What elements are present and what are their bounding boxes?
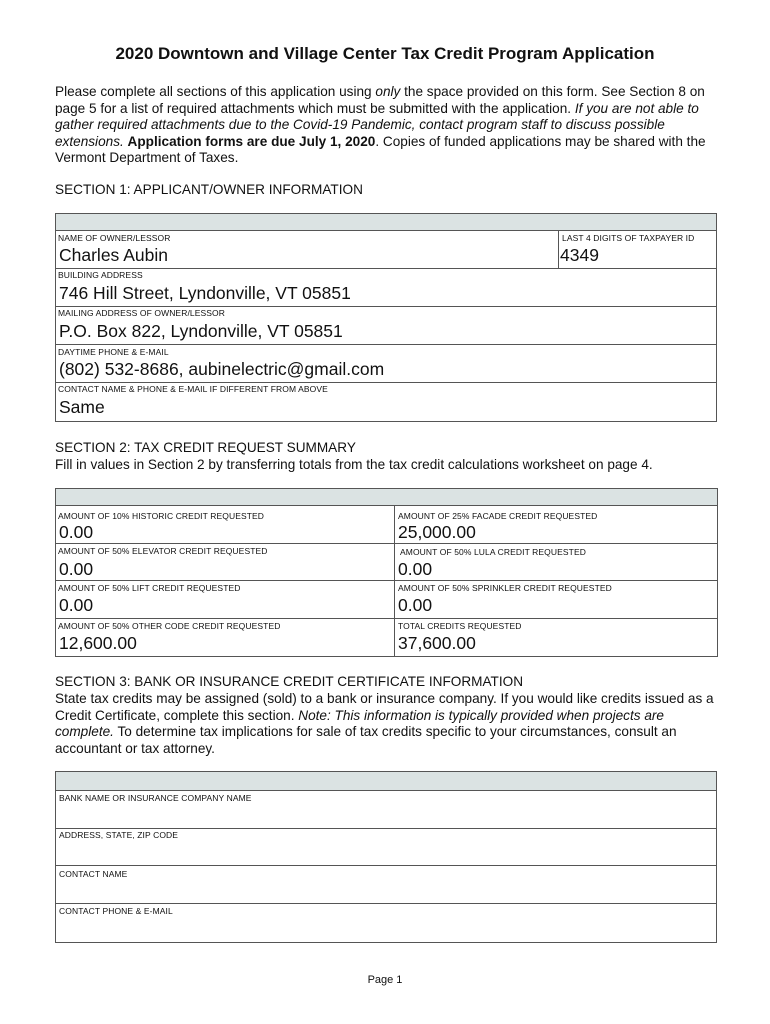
divider [56,618,717,619]
lula-credit-label: AMOUNT OF 50% LULA CREDIT REQUESTED [400,547,586,557]
divider [56,306,716,307]
divider [56,903,716,904]
intro-covid-note: If you are not able to gather required attachments due to the Covid-19 Pandemic, contact program staff to discuss possible extensions. [55,100,699,149]
intro-text-3: . Copies of funded applications may be shared with the Vermont Department of Taxes. [55,133,706,165]
divider [56,828,716,829]
taxid-field[interactable]: 4349 [560,245,599,265]
sprinkler-credit-field[interactable]: 0.00 [398,595,433,615]
section3-table [55,771,717,943]
owner-label: NAME OF OWNER/LESSOR [58,233,171,243]
section3-note: Note: This information is typically provided when projects are complete. [55,707,664,739]
divider [56,268,716,269]
bank-contact-label: CONTACT NAME [59,869,128,879]
section1-heading: SECTION 1: APPLICANT/OWNER INFORMATION [55,182,363,197]
section2-subheading: Fill in values in Section 2 by transferring totals from the tax credit calculations worksheet on page 4. [55,457,653,472]
section2-heading: SECTION 2: TAX CREDIT REQUEST SUMMARY [55,440,356,455]
phone-email-label: DAYTIME PHONE & E-MAIL [58,347,169,357]
divider [394,506,395,656]
historic-credit-field[interactable]: 0.00 [59,522,94,542]
bank-contact-field[interactable] [59,881,709,901]
divider [56,344,716,345]
phone-email-field[interactable]: (802) 532-8686, aubinelectric@gmail.com [59,359,385,379]
intro-text: Please complete all sections of this application using [55,84,376,99]
bank-name-field[interactable] [59,806,709,826]
divider [56,580,717,581]
section3-heading: SECTION 3: BANK OR INSURANCE CREDIT CERTIFICATE INFORMATION [55,674,524,689]
section1-table [55,213,717,422]
facade-credit-label: AMOUNT OF 25% FACADE CREDIT REQUESTED [398,511,598,521]
elevator-credit-label: AMOUNT OF 50% ELEVATOR CREDIT REQUESTED [58,546,268,556]
divider [56,543,717,544]
section1-shaded-header [56,214,716,231]
sprinkler-credit-label: AMOUNT OF 50% SPRINKLER CREDIT REQUESTED [398,583,612,593]
divider [558,231,559,268]
page-title: 2020 Downtown and Village Center Tax Credit Program Application [115,44,655,63]
divider [56,865,716,866]
contact-label: CONTACT NAME & PHONE & E-MAIL IF DIFFERENT FROM ABOVE [58,384,328,394]
total-credits-label: TOTAL CREDITS REQUESTED [398,621,522,631]
section3-text: State tax credits may be assigned (sold) to a bank or insurance company. If you would like credits issued as a Credit Certificate, complete this section. [55,691,714,723]
divider [56,382,716,383]
bank-address-label: ADDRESS, STATE, ZIP CODE [59,830,179,840]
lift-credit-label: AMOUNT OF 50% LIFT CREDIT REQUESTED [58,583,241,593]
section3-paragraph [55,691,723,757]
bank-phone-email-label: CONTACT PHONE & E-MAIL [59,906,173,916]
other-code-credit-label: AMOUNT OF 50% OTHER CODE CREDIT REQUESTED [58,621,281,631]
page-number: Page 1 [367,974,403,986]
facade-credit-field[interactable]: 25,000.00 [398,522,476,542]
mailing-address-field[interactable]: P.O. Box 822, Lyndonville, VT 05851 [59,321,343,341]
section2-table [55,488,718,657]
historic-credit-label: AMOUNT OF 10% HISTORIC CREDIT REQUESTED [58,511,265,521]
bank-address-field[interactable] [59,843,709,863]
elevator-credit-field[interactable]: 0.00 [59,559,94,579]
building-address-field[interactable]: 746 Hill Street, Lyndonville, VT 05851 [59,283,351,303]
building-address-label: BUILDING ADDRESS [58,270,143,280]
intro-paragraph [55,84,723,167]
intro-only-emphasis: only [375,84,401,99]
mailing-address-label: MAILING ADDRESS OF OWNER/LESSOR [58,308,225,318]
lula-credit-field[interactable]: 0.00 [398,559,433,579]
bank-name-label: BANK NAME OR INSURANCE COMPANY NAME [59,793,252,803]
taxid-label: LAST 4 DIGITS OF TAXPAYER ID [562,233,695,243]
section3-shaded-header [56,772,716,791]
total-credits-field[interactable]: 37,600.00 [398,633,476,653]
intro-text-2: the space provided on this form. See Section 8 on page 5 for a list of required attachments which must be submitted with the application. [55,84,705,116]
section2-shaded-header [56,489,717,506]
other-code-credit-field[interactable]: 12,600.00 [59,633,137,653]
intro-due-date: Application forms are due July 1, 2020 [127,133,376,149]
bank-phone-email-field[interactable] [59,919,709,939]
section3-text-2: To determine tax implications for sale of tax credits specific to your circumstances, consult an accountant or tax attorney. [55,724,677,756]
contact-field[interactable]: Same [59,397,105,417]
owner-field[interactable]: Charles Aubin [59,245,168,265]
lift-credit-field[interactable]: 0.00 [59,595,94,615]
